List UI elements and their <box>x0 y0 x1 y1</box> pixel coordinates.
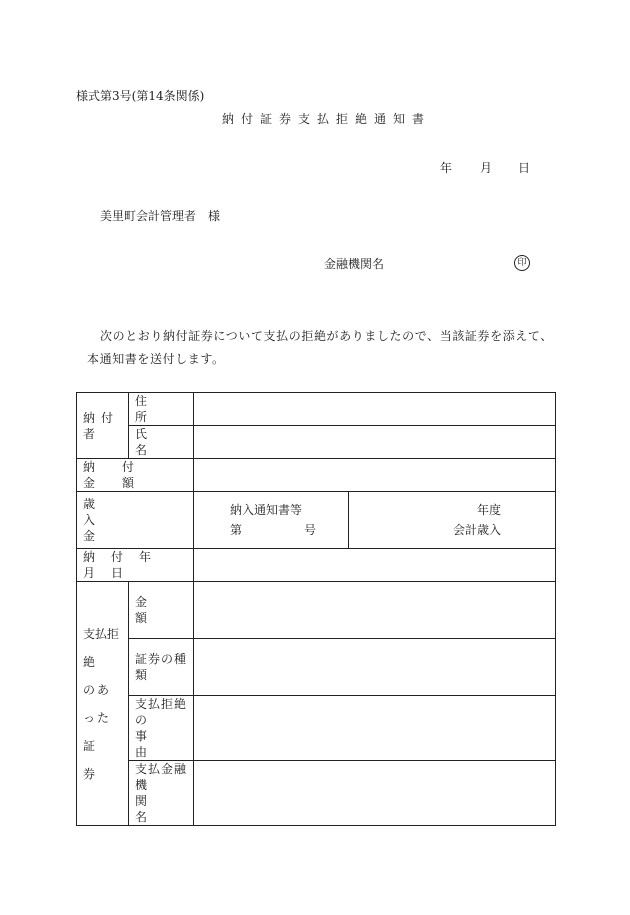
form-number: 様式第3号(第14条関係) <box>76 89 205 103</box>
notice-label: 納入通知書等 <box>230 503 303 517</box>
document-title: 納付証券支払拒絶通知書 <box>222 112 432 126</box>
table-row <box>77 426 556 459</box>
address-value-cell[interactable] <box>194 393 556 426</box>
payment-date-label-cell: 納付年月日 <box>77 549 194 582</box>
refusal-reason-value-cell[interactable] <box>194 696 556 761</box>
account-revenue-label: 会計歳入 <box>452 523 501 537</box>
security-type-value-cell[interactable] <box>194 639 556 696</box>
refused-securities-label: 支払拒絶 のあった 証券 <box>83 626 122 781</box>
body-text-line-1: 次のとおり納付証券について支払の拒絶がありましたので、当該証券を添えて、 <box>100 329 553 343</box>
table-row <box>77 393 556 426</box>
amount-paid-label-cell: 納付金額 <box>77 459 194 492</box>
institution-name-value-cell[interactable] <box>194 761 556 826</box>
security-type-label-cell: 証券の種類 <box>129 639 194 696</box>
seal-mark <box>514 254 530 271</box>
institution-label: 金融機関名 <box>324 257 385 271</box>
date-year: 年 <box>440 161 453 175</box>
revenue-label-cell: 歳入金 <box>77 492 194 549</box>
details-table <box>76 392 556 826</box>
notice-number: 第 号 <box>230 523 316 537</box>
table-row <box>77 492 556 549</box>
refused-securities-header-cell <box>77 582 129 826</box>
notice-number-cell[interactable] <box>194 492 349 549</box>
refusal-reason-label-cell: 支払拒絶の 事由 <box>129 696 194 761</box>
table-row <box>77 696 556 761</box>
fiscal-year-label: 年度 <box>476 503 501 517</box>
table-row <box>77 639 556 696</box>
table-row <box>77 761 556 826</box>
amount-label-cell: 金額 <box>129 582 194 639</box>
institution-name-label-cell: 支払金融機 関名 <box>129 761 194 826</box>
payer-header-cell: 納付者 <box>77 393 129 459</box>
seal-icon: 印 <box>514 255 530 271</box>
address-label-cell: 住所 <box>129 393 194 426</box>
date-day: 日 <box>518 161 531 175</box>
fiscal-year-cell[interactable] <box>349 492 556 549</box>
table-row <box>77 459 556 492</box>
name-value-cell[interactable] <box>194 426 556 459</box>
addressee: 美里町会計管理者 様 <box>100 209 221 223</box>
name-label-cell: 氏名 <box>129 426 194 459</box>
table-row <box>77 549 556 582</box>
body-text-line-2: 本通知書を送付します。 <box>87 352 225 366</box>
payment-date-value-cell[interactable] <box>194 549 556 582</box>
date-month: 月 <box>480 161 493 175</box>
amount-paid-value-cell[interactable] <box>194 459 556 492</box>
amount-value-cell[interactable] <box>194 582 556 639</box>
table-row <box>77 582 556 639</box>
